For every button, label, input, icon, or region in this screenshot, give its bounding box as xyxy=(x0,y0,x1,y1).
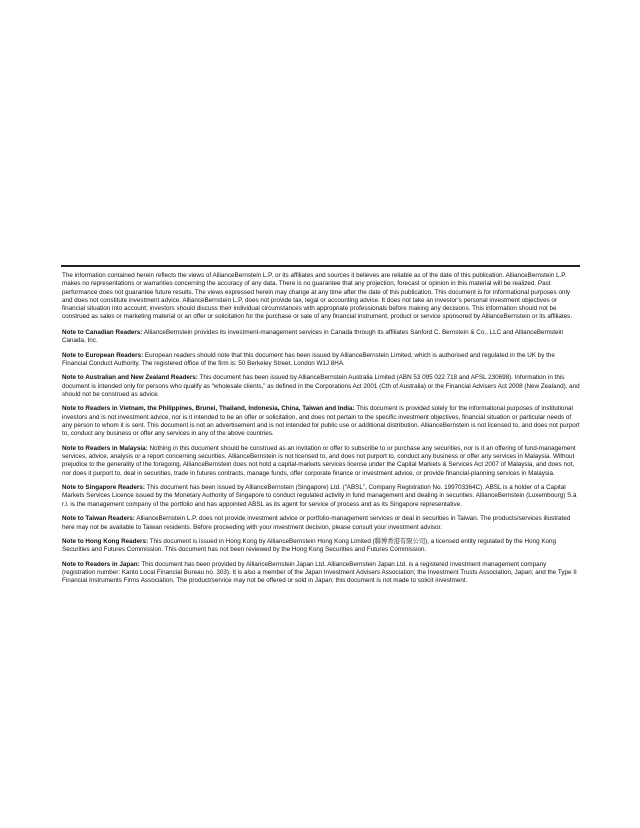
note-text: This document has been issued by AllianceBernstein (Singapore) Ltd. (“ABSL”, Company Registration No. 199703364C). ABSL is a holder of a Capital Markets Services Licence issued by the Monetary Authority of Singapore to conduct regulated activity in fund management and dealing in securities. AllianceBernstein (Luxembourg) S.à r.l. is the management company of the portfolio and has appointed ABSL as its agent for service of process and as its Singapore representative. xyxy=(62,484,577,508)
note-text: This document has been issued by AllianceBernstein Australia Limited (ABN 53 095 022 718 and AFSL 230698). Information in this document is intended only for persons who qualify as “wholesale clients,” as defined in the Corporations Act 2001 (Cth of Australia) or the Financial Advisers Act 2008 (New Zealand), and should not be construed as advice. xyxy=(62,374,580,398)
note-text: AllianceBernstein L.P. does not provide investment advice or portfolio-management services or deal in securities in Taiwan. The products/services illustrated here may not be available to Taiwan residents. Before proceeding with your investment decision, please consult your investment advisor. xyxy=(62,515,571,531)
note-heading: Note to Singapore Readers: xyxy=(62,484,145,492)
note-heading: Note to Readers in Japan: xyxy=(62,560,140,568)
note-heading: Note to Australian and New Zealand Readers: xyxy=(62,374,198,382)
note-canada xyxy=(62,329,580,346)
note-text: This document is provided solely for the informational purposes of institutional investors and is not investment advice, nor is it intended to be an offer or solicitation, and does not pertain to the specific investment objectives, financial situation or particular needs of any person to whom it is sent. This document is not an advertisement and is not intended for public use or additional distribution. AllianceBernstein is not licensed to, and does not purport to, conduct any business or offer any services in any of the above countries. xyxy=(62,405,580,438)
note-heading: Note to Readers in Malaysia: xyxy=(62,444,148,452)
note-heading: Note to Readers in Vietnam, the Philippines, Brunei, Thailand, Indonesia, China, Taiwan and India: xyxy=(62,405,355,413)
note-text: AllianceBernstein provides its investment-management services in Canada through its affiliates Sanford C. Bernstein & Co., LLC and AllianceBernstein Canada, Inc. xyxy=(62,328,564,345)
note-heading: Note to Hong Kong Readers: xyxy=(62,538,149,546)
note-malaysia xyxy=(62,445,580,478)
top-divider-rule xyxy=(61,265,580,267)
note-europe xyxy=(62,352,580,369)
note-asia-countries xyxy=(62,405,580,438)
note-singapore xyxy=(62,484,580,509)
note-heading: Note to Canadian Readers: xyxy=(62,328,143,336)
note-heading: Note to Taiwan Readers: xyxy=(62,515,136,523)
note-australia-nz xyxy=(62,374,580,399)
note-heading: Note to European Readers: xyxy=(62,351,144,359)
note-text: Nothing in this document should be construed as an invitation or offer to subscribe to or purchase any securities, nor is it an offering of fund-management services, advice, analysis or a report concerning securities. AllianceBernstein is not licensed to, and does not purport to, conduct any business or offer any services in Malaysia. Without prejudice to the generality of the foregoing, AllianceBernstein does not hold a capital-markets services license under the Capital Markets & Services Act 2007 of Malaysia, and does not, nor does it purport to, deal in securities, trade in futures contracts, manage funds, offer corporate finance or investment advice, or provide financial-planning services in Malaysia. xyxy=(62,444,576,477)
disclosures-section xyxy=(62,272,580,592)
note-text: This document is issued in Hong Kong by AllianceBernstein Hong Kong Limited (聯博香港有限公司), a licensed entity regulated by the Hong Kong Securities and Futures Commission. This document has not been reviewed by the Hong Kong Securities and Futures Commission. xyxy=(62,538,557,554)
note-text: European readers should note that this document has been issued by AllianceBernstein Limited, which is authorised and regulated in the UK by the Financial Conduct Authority. The registered office of the firm is: 50 Berkeley Street, London W1J 8HA. xyxy=(62,351,555,367)
note-hong-kong xyxy=(62,538,580,555)
intro-paragraph: The information contained herein reflects the views of AllianceBernstein L.P. or its affiliates and sources it believes are reliable as of the date of this publication. AllianceBernstein L.P. makes no representations or warranties concerning the accuracy of any data. There is no guarantee that any projection, forecast or opinion in this material will be realized. Past performance does not guarantee future results. The views expressed herein may change at any time after the date of this publication. This document is for informational purposes only and does not constitute investment advice. AllianceBernstein L.P. does not provide tax, legal or accounting advice. It does not take an investor’s personal investment objectives or financial situation into account; investors should discuss their individual circumstances with appropriate professionals before making any decisions. This information should not be construed as sales or marketing material or an offer or solicitation for the purchase or sale of any financial instrument, product or service sponsored by AllianceBernstein or its affiliates. xyxy=(62,272,573,321)
note-taiwan xyxy=(62,515,580,532)
note-text: This document has been provided by AllianceBernstein Japan Ltd. AllianceBernstein Japan Ltd. is a registered investment management company (registration number: Kanto Local Financial Bureau no. 303). It is also a member of the Japan Investment Advisers Association; the Investment Trusts Association, Japan; and the Type II Financial Instruments Firms Association. The product/service may not be offered or sold in Japan; this document is not made to solicit investment. xyxy=(62,560,577,585)
note-japan xyxy=(62,561,580,586)
